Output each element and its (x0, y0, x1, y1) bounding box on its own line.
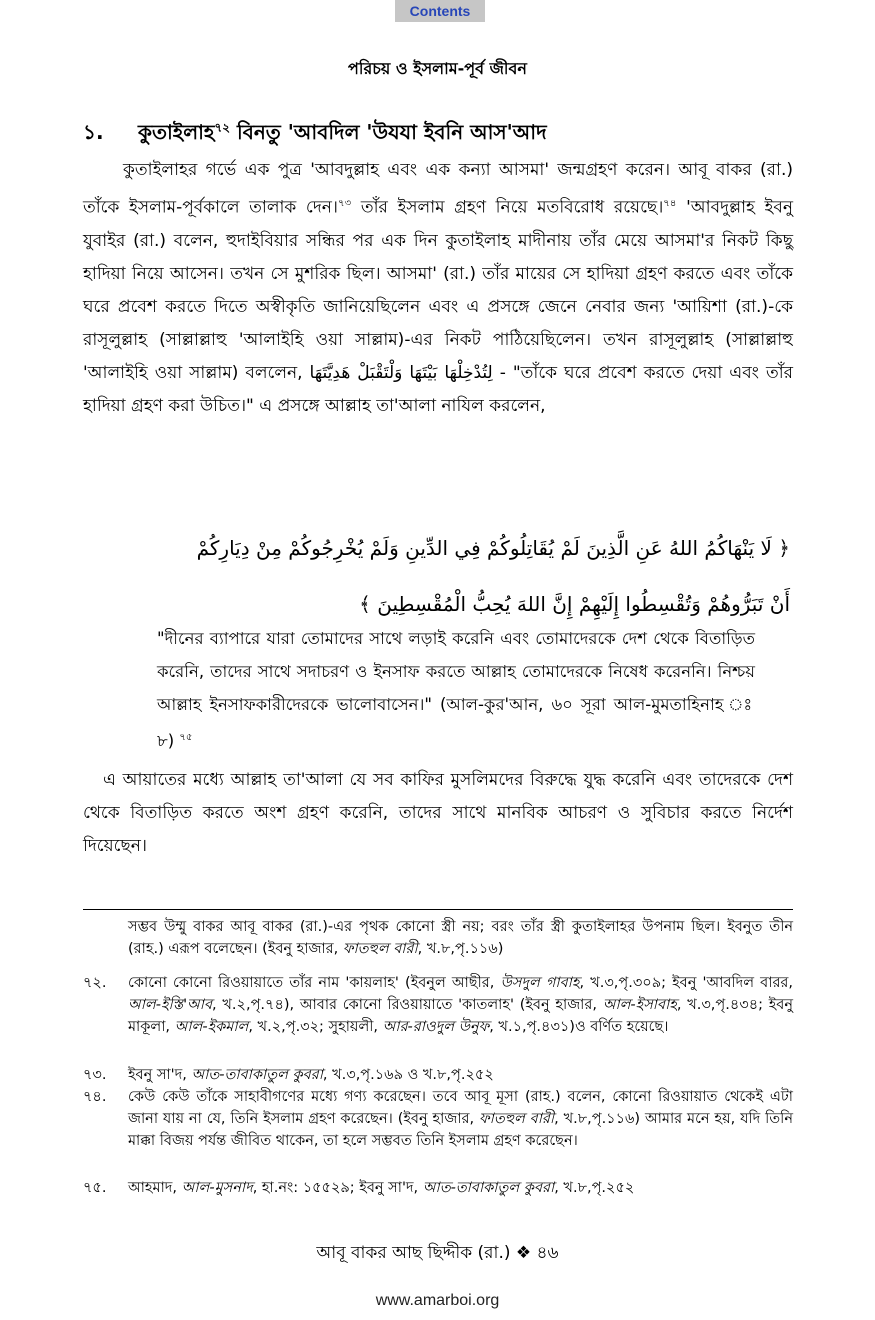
paragraph-intro (83, 154, 793, 423)
footnote-text: আহমাদ, আল-মুসনাদ, হা.নং: ১৫৫২৯; ইবনু সা'দ, আত-তাবাকাতুল কুবরা, খ.৮,পৃ.২৫২ (128, 1180, 635, 1196)
footnote-number: ৭৪. (83, 1089, 107, 1105)
page-footer: আবূ বাকর আছ ছিদ্দীক (রা.) ❖ ৪৬ (316, 1243, 559, 1263)
section-heading (83, 118, 547, 151)
footnote-ref-74[interactable]: ৭৪ (663, 198, 677, 209)
footnote-75 (83, 1177, 793, 1199)
section-title: কুতাইলাহ (138, 120, 215, 144)
para-text: - "তাঁকে ঘরে প্রবেশ করতে দেয়া এবং তাঁর হাদিয়া গ্রহণ করা উচিত।" এ প্রসঙ্গে আল্লাহ তা'আলা নাযিল করলেন, (83, 362, 793, 416)
quran-verse-line-2: أَنْ تَبَرُّوهُمْ وَتُقْسِطُوا إِلَيْهِمْ إِنَّ اللهَ يُحِبُّ الْمُقْسِطِينَ ﴾ (359, 592, 790, 616)
footnote-text: ইবনু সা'দ, আত-তাবাকাতুল কুবরা, খ.৩,পৃ.১৬৯ ও খ.৮,পৃ.২৫২ (128, 1067, 494, 1083)
verse-translation (157, 622, 755, 758)
contents-button[interactable]: Contents (395, 0, 485, 22)
para-text: তাঁর ইসলাম গ্রহণ নিয়ে মতবিরোধ রয়েছে। (351, 197, 664, 218)
running-head: পরিচয় ও ইসলাম-পূর্ব জীবন (348, 59, 527, 78)
quran-verse-line-1: ﴿ لَا يَنْهَاكُمُ اللهُ عَنِ الَّذِينَ لَمْ يُقَاتِلُوكُمْ فِي الدِّينِ وَلَمْ يُخْرِجُوكُمْ مِنْ دِيَارِكُمْ (196, 536, 790, 560)
footnote-text: কেউ কেউ তাঁকে সাহাবীগণের মধ্যে গণ্য করেছেন। তবে আবূ মূসা (রাহ.) বলেন, কোনো রিওয়ায়াত থেকেই এটা জানা যায় না যে, তিনি ইসলাম গ্রহণ করেছেন। (ইবনু হাজার, ফাতহুল বারী, খ.৮,পৃ.১১৬) আমার মনে হয়, যদি তিনি মাক্কা বিজয় পর্যন্ত জীবিত থাকেন, তা হলে সম্ভবত তিনি ইসলাম গ্রহণ করেছেন। (128, 1089, 793, 1149)
section-title-rest: বিনতু 'আবদিল 'উযযা ইবনি আস'আদ (230, 120, 547, 144)
footnote-text: কোনো কোনো রিওয়ায়াতে তাঁর নাম 'কায়লাহ' (ইবনুল আছীর, উসদুল গাবাহ, খ.৩,পৃ.৩০৯; ইবনু 'আবদিল বারর, আল-ইস্তি'আব, খ.২,পৃ.৭৪), আবার কোনো রিওয়ায়াতে 'কাতলাহ' (ইবনু হাজার, আল-ইসাবাহ, খ.৩,পৃ.৪৩৪; ইবনু মাকূলা, আল-ইকমাল, খ.২,পৃ.৩২; সুহায়লী, আর-রাওদুল উনুফ, খ.১,পৃ.৪৩১)ও বর্ণিত হয়েছে। (128, 975, 794, 1035)
arabic-hadith-inline: لِتُدْخِلْهَا بَيْتَهَا وَلْتَقْبَلْ هَدِيَّتَهَا (309, 362, 493, 383)
footnote-72 (83, 972, 793, 1038)
footnote-divider (83, 909, 793, 910)
footnote-ref-73[interactable]: ৭৩ (337, 198, 352, 209)
para-text: 'আবদুল্লাহ ইবনু যুবাইর (রা.) বলেন, হুদাইবিয়ার সন্ধির পর এক দিন কুতাইলাহ মাদীনায় তাঁর মেয়ে আসমা'র নিকট কিছু হাদিয়া নিয়ে আসেন। তখন সে মুশরিক ছিল। আসমা' (রা.) তাঁর মায়ের সে হাদিয়া গ্রহণ করতে এবং তাঁকে ঘরে প্রবেশ করতে দিতে অস্বীকৃতি জানিয়েছিলেন এবং এ প্রসঙ্গে জেনে নেবার জন্য 'আয়িশা (রা.)-কে রাসূলুল্লাহ (সাল্লাল্লাহু 'আলাইহি ওয়া সাল্লাম)-এর নিকট পাঠিয়েছিলেন। তখন রাসূলুল্লাহ (সাল্লাল্লাহু 'আলাইহি ওয়া সাল্লাম) বললেন, (83, 197, 794, 383)
footnote-number: ৭৫. (83, 1180, 107, 1196)
para-text: কুতাইলাহর গর্ভে এক পুত্র 'আবদুল্লাহ এবং এক কন্যা আসমা' জন্মগ্রহণ করেন। আবূ বাকর (রা.) তাঁকে ইসলাম-পূর্বকালে তালাক দেন। (83, 160, 793, 218)
footnote-ref-75[interactable]: ৭৫ (179, 732, 193, 743)
site-url-link[interactable]: www.amarboi.org (375, 1292, 500, 1309)
footnote-number: ৭৩. (83, 1067, 107, 1083)
footnote-ref-72[interactable]: ৭২ (214, 120, 231, 135)
paragraph-commentary: এ আয়াতের মধ্যে আল্লাহ তা'আলা যে সব কাফির মুসলিমদের বিরুদ্ধে যুদ্ধ করেনি এবং তাদেরকে দেশ থেকে বিতাড়িত করতে অংশ গ্রহণ করেনি, তাদের সাথে মানবিক আচরণ ও সুবিচার করতে নির্দেশ দিয়েছেন। (83, 770, 793, 856)
footnote-number: ৭২. (83, 975, 107, 991)
footnote-74 (83, 1086, 793, 1152)
translation-text: "দীনের ব্যাপারে যারা তোমাদের সাথে লড়াই করেনি এবং তোমাদেরকে দেশ থেকে বিতাড়িত করেনি, তাদের সাথে সদাচরণ ও ইনসাফ করতে আল্লাহ তোমাদেরকে নিষেধ করেননি। নিশ্চয় আল্লাহ ইনসাফকারীদেরকে ভালোবাসেন।" (আল-কুর'আন, ৬০ সূরা আল-মুমতাহিনাহ ঃ ৮) (157, 629, 755, 751)
section-number: ১. (83, 120, 104, 144)
footnote-continuation: সম্ভব উম্মু বাকর আবূ বাকর (রা.)-এর পৃথক কোনো স্ত্রী নয়; বরং তাঁর স্ত্রী কুতাইলাহর উপনাম ছিল। ইবনুত তীন (রাহ.) এরূপ বলেছেন। (ইবনু হাজার, ফাতহুল বারী, খ.৮,পৃ.১১৬) (128, 919, 793, 957)
footnote-73 (83, 1064, 793, 1086)
